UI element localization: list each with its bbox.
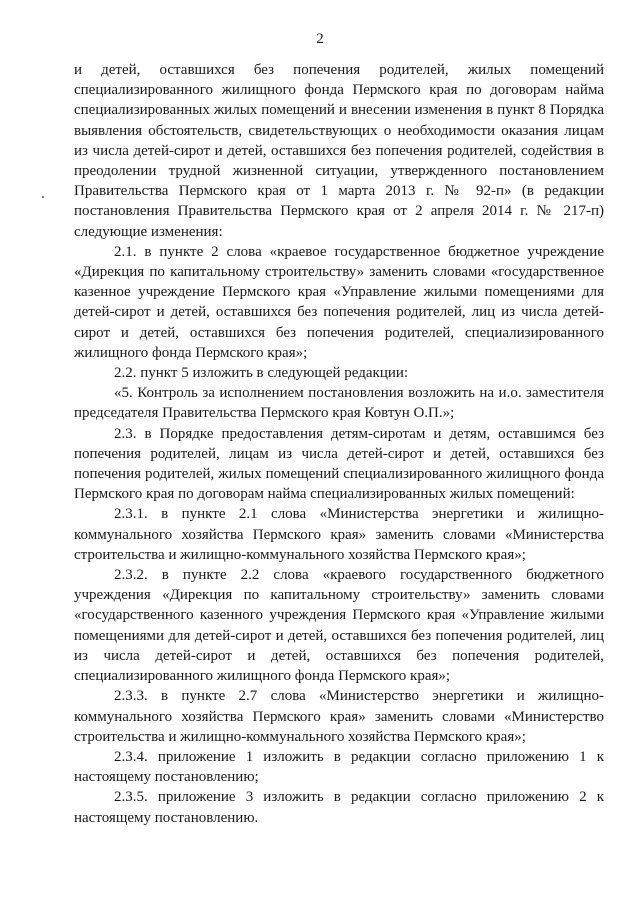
paragraph-2-3-5: 2.3.5. приложение 3 изложить в редакции согласно приложению 2 к настоящему постановлению. xyxy=(74,789,604,826)
paragraph-2-3-3: 2.3.3. в пункте 2.7 слова «Министерство энергетики и жилищно-коммунального хозяйства Пермского края» заменить словами «Министерство строительства и жилищно-коммунального хозяйства Пермского края»; xyxy=(74,688,604,745)
document-body xyxy=(74,60,604,828)
paragraph-2-3-4: 2.3.4. приложение 1 изложить в редакции согласно приложению 1 к настоящему постановлению; xyxy=(74,748,604,786)
paragraph-2-2: 2.2. пункт 5 изложить в следующей редакции: xyxy=(114,365,409,382)
paragraph-2-3-2: 2.3.2. в пункте 2.2 слова «краевого государственного бюджетного учреждения «Дирекция по капитальному строительству» заменить словами «государственного казенного учреждения Пермского края «Управление жилыми помещениями для детей-сирот и детей, оставшихся без попечения родителей, лиц из числа детей-сирот и детей, оставшихся без попечения родителей, специализированного жилищного фонда Пермского края»; xyxy=(74,567,604,685)
paragraph-quote-5: «5. Контроль за исполнением постановления возложить на и.о. заместителя председателя Правительства Пермского края Ковтун О.П.»; xyxy=(74,385,604,422)
scan-speck xyxy=(42,196,44,198)
page-number: 2 xyxy=(316,31,324,47)
paragraph-continuation: и детей, оставшихся без попечения родителей, жилых помещений специализированного жилищного фонда Пермского края по договорам найма специализированных жилых помещений и внесении изменения в пункт 8 Порядка выявления обстоятельств, свидетельствующих о необходимости оказания лицам из числа детей-сирот и детей, оставшихся без попечения родителей, содействия в преодолении трудной жизненной ситуации, утвержденного постановлением Правительства Пермского края от 1 марта 2013 г. № 92-п» (в редакции постановления Правительства Пермского края от 2 апреля 2014 г. № 217-п) следующие изменения: xyxy=(74,62,604,240)
paragraph-2-3-1: 2.3.1. в пункте 2.1 слова «Министерства энергетики и жилищно-коммунального хозяйства Пермского края» заменить словами «Министерства строительства и жилищно-коммунального хозяйства Пермского края»; xyxy=(74,506,604,563)
paragraph-2-1: 2.1. в пункте 2 слова «краевое государственное бюджетное учреждение «Дирекция по капитальному строительству» заменить словами «государственное казенное учреждение Пермского края «Управление жилыми помещениями для детей-сирот и детей, оставшихся без попечения родителей, лиц из числа детей-сирот и детей, оставшихся без попечения родителей, специализированного жилищного фонда Пермского края»; xyxy=(74,243,604,361)
paragraph-2-3: 2.3. в Порядке предоставления детям-сиротам и детям, оставшимся без попечения родителей, лицам из числа детей-сирот и детей, оставшихся без попечения родителей, жилых помещений специализированного жилищного фонда Пермского края по договорам найма специализированных жилых помещений: xyxy=(74,425,604,503)
